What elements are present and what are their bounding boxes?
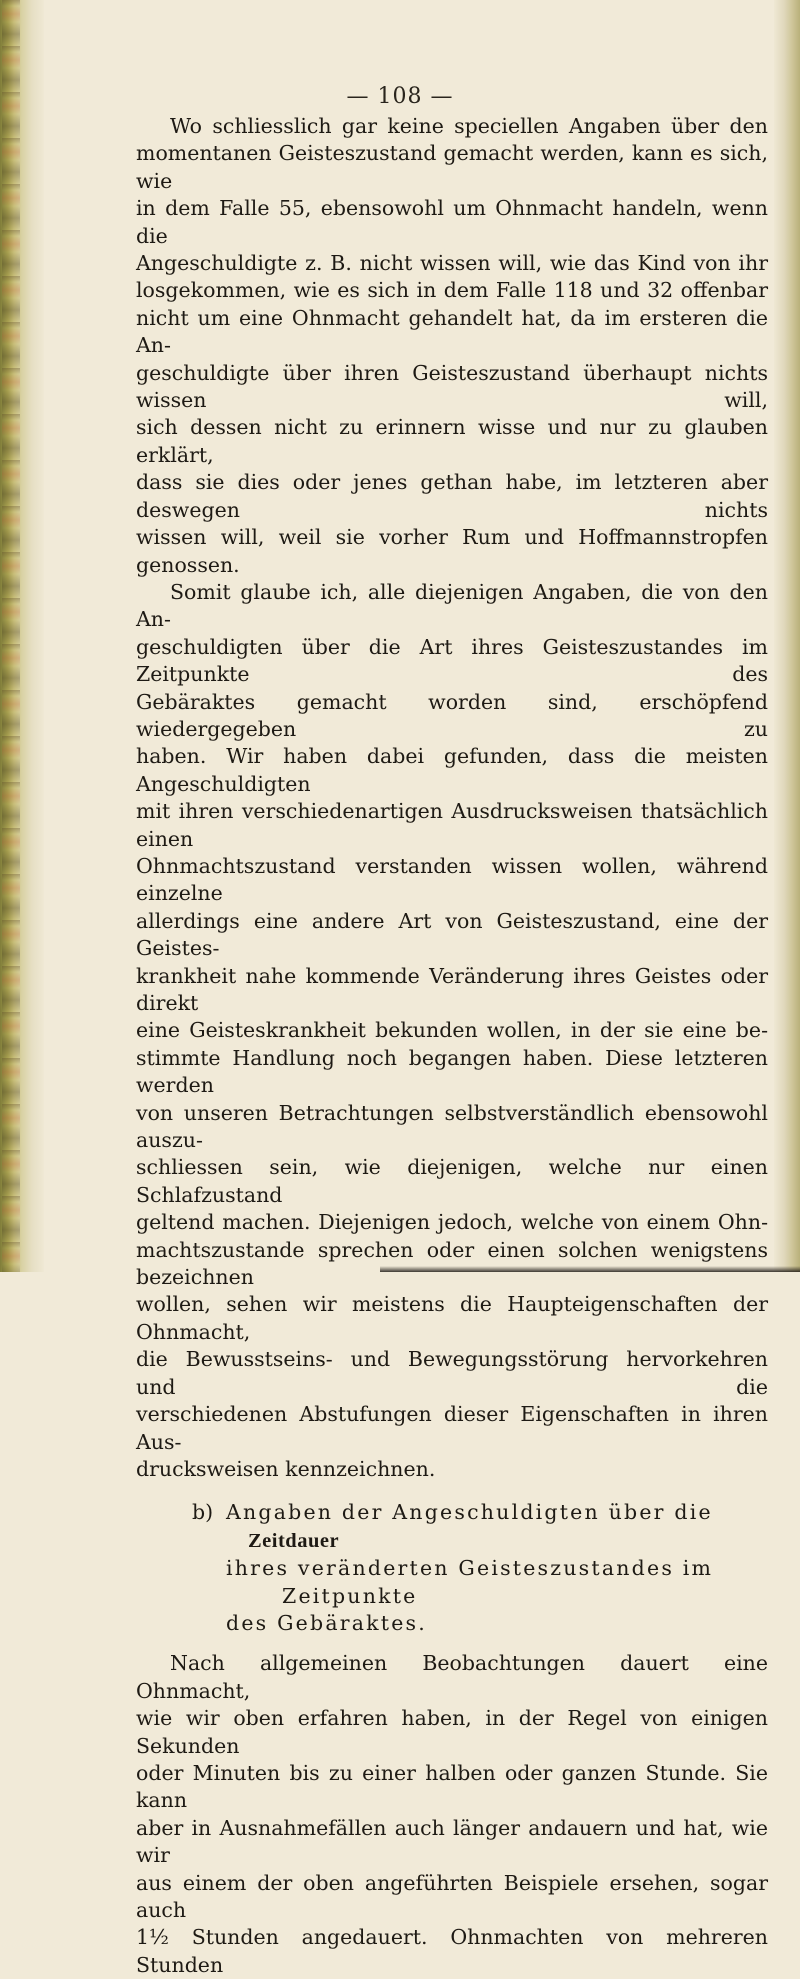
text-line: die Bewusstseins- und Bewegungsstörung hervorkehren und die: [136, 1347, 768, 1399]
text-line: Angeschuldigte z. B. nicht wissen will, wie das Kind von ihr: [136, 251, 768, 276]
text-line: geltend machen. Diejenigen jedoch, welche von einem Ohn-: [136, 1210, 768, 1235]
section-heading-text: Angaben der Angeschuldigten über die: [226, 1500, 713, 1525]
text-line: Somit glaube ich, alle diejenigen Angaben, die von den An-: [136, 579, 768, 632]
left-binding-edge: [0, 0, 44, 1272]
text-line: momentanen Geisteszustand gemacht werden, kann es sich, wie: [136, 141, 768, 193]
text-line: schliessen sein, wie diejenigen, welche nur einen Schlafzustand: [136, 1155, 768, 1207]
text-line: sich dessen nicht zu erinnern wisse und nur zu glauben erklärt,: [136, 415, 768, 467]
text-line: losgekommen, wie es sich in dem Falle 118 und 32 offenbar: [136, 278, 768, 303]
text-line: eine Geisteskrankheit bekunden wollen, in der sie eine be-: [136, 1018, 768, 1043]
text-line: aber in Ausnahmefällen auch länger andauern und hat, wie wir: [136, 1815, 768, 1868]
text-line: geschuldigte über ihren Geisteszustand überhaupt nichts wissen will,: [136, 360, 768, 413]
text-line: dass sie dies oder jenes gethan habe, im letzteren aber deswegen nichts: [136, 470, 768, 522]
text-line: Wo schliesslich gar keine speciellen Angaben über den: [170, 114, 768, 138]
text-line: von unseren Betrachtungen selbstverständlich ebensowohl auszu-: [136, 1100, 768, 1153]
section-heading-line-3: des Gebäraktes.: [226, 1610, 427, 1635]
text-line: wissen will, weil sie vorher Rum und Hoffmannstropfen genossen.: [136, 525, 768, 577]
body-text: [136, 113, 768, 1979]
text-line: oder Minuten bis zu einer halben oder ganzen Stunde. Sie kann: [136, 1760, 768, 1813]
text-line: in dem Falle 55, ebensowohl um Ohnmacht handeln, wenn die: [136, 196, 768, 248]
paragraph-1: [136, 113, 768, 579]
paragraph-2: [136, 579, 768, 1483]
section-heading-line-2: ihres veränderten Geisteszustandes im Zeitpunkte: [226, 1556, 714, 1608]
text-line: Nach allgemeinen Beobachtungen dauert eine Ohnmacht,: [136, 1651, 768, 1703]
text-line: krankheit nahe kommende Veränderung ihres Geistes oder direkt: [136, 963, 768, 1015]
page-number: — 108 —: [346, 84, 454, 109]
text-line: drucksweisen kennzeichnen.: [136, 1456, 436, 1481]
section-label: b): [192, 1500, 214, 1525]
text-line: mit ihren verschiedenartigen Ausdrucksweisen thatsächlich einen: [136, 799, 768, 851]
text-line: wollen, sehen wir meistens die Haupteigenschaften der Ohnmacht,: [136, 1292, 768, 1344]
text-line: geschuldigten über die Art ihres Geisteszustandes im Zeitpunkte des: [136, 634, 768, 687]
section-heading-line-1: [192, 1499, 768, 1555]
text-line: wie wir oben erfahren haben, in der Regel von einigen Sekunden: [136, 1706, 768, 1758]
text-line: haben. Wir haben dabei gefunden, dass die meisten Angeschuldigten: [136, 744, 768, 796]
paragraph-3: [136, 1650, 768, 1979]
section-heading-b: [192, 1499, 768, 1637]
text-line: Gebäraktes gemacht worden sind, erschöpfend wiedergegeben zu: [136, 689, 768, 741]
text-line: nicht um eine Ohnmacht gehandelt hat, da im ersteren die An-: [136, 305, 768, 358]
text-line: allerdings eine andere Art von Geisteszustand, eine der Geistes-: [136, 908, 768, 961]
section-heading-emphasis: Zeitdauer: [248, 1529, 340, 1552]
text-line: verschiedenen Abstufungen dieser Eigenschaften in ihren Aus-: [136, 1402, 768, 1454]
text-line: stimmte Handlung noch begangen haben. Diese letzteren werden: [136, 1045, 768, 1098]
text-line: machtszustande sprechen oder einen solchen wenigstens bezeichnen: [136, 1237, 768, 1290]
right-page-edge: [774, 0, 800, 1272]
text-line: Ohnmachtszustand verstanden wissen wollen, während einzelne: [136, 853, 768, 906]
text-line: 1½ Stunden angedauert. Ohnmachten von mehreren Stunden: [136, 1925, 768, 1977]
text-line: aus einem der oben angeführten Beispiele ersehen, sogar auch: [136, 1870, 768, 1922]
